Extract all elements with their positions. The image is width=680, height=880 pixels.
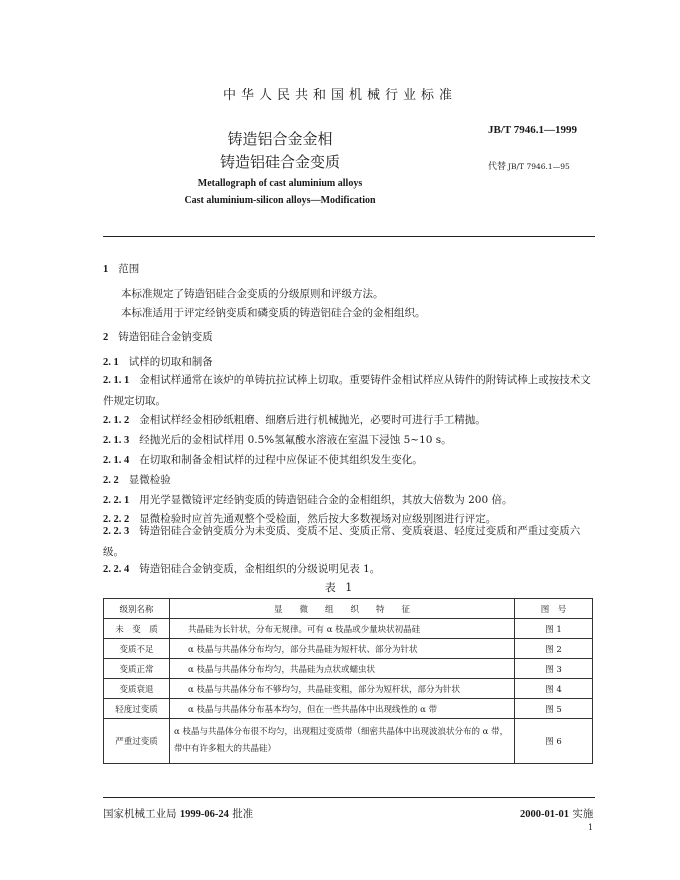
implementation-date: 2000-01-01 (520, 809, 569, 820)
clause-text: 金相试样经金相砂纸粗磨、细磨后进行机械抛光，必要时可进行手工精抛。 (139, 414, 486, 426)
figure-number-cell: 图 1 (515, 619, 593, 639)
figure-number-cell: 图 6 (515, 719, 593, 764)
approval-label: 批准 (232, 808, 254, 820)
figure-number-cell: 图 4 (515, 679, 593, 699)
replaces-note (488, 159, 570, 172)
replaces-label: 代替 (488, 162, 507, 172)
table-row (104, 719, 593, 764)
title-chinese-line-1: 铸造铝合金金相 (227, 130, 333, 148)
page-number: 1 (588, 823, 594, 832)
section-2-1-heading (103, 355, 213, 370)
section-number: 2 (103, 332, 109, 343)
structure-description-cell: α 枝晶与共晶体分布均匀，部分共晶硅为短杆状、部分为针状 (170, 639, 515, 659)
section-number: 2. 1 (103, 357, 119, 368)
header-divider (103, 236, 595, 237)
clause-number: 2. 1. 4 (103, 455, 130, 466)
structure-description-cell: α 枝晶与共晶体分布均匀，共晶硅为点状或蠕虫状 (170, 659, 515, 679)
section-2-2-heading (103, 473, 171, 488)
section-title: 范围 (118, 263, 140, 275)
clause-text: 铸造铝硅合金钠变质分为未变质、变质不足、变质正常、变质衰退、轻度过变质和严重过变质六级。 (103, 525, 581, 558)
section-1-heading (103, 262, 139, 277)
table-row (104, 679, 593, 699)
table-row (104, 699, 593, 719)
figure-number-cell: 图 3 (515, 659, 593, 679)
clause-number: 2. 1. 1 (103, 375, 130, 386)
clause-2-1-3 (103, 433, 452, 448)
table-row (104, 619, 593, 639)
clause-text: 铸造铝硅合金钠变质，金相组织的分级说明见表 1。 (139, 563, 381, 575)
approval-date: 1999-06-24 (179, 809, 229, 820)
grade-name-cell: 严重过变质 (104, 719, 170, 764)
clause-2-1-2 (103, 413, 486, 428)
structure-description-cell: α 枝晶与共晶体分布不够均匀，共晶硅变粗，部分为短杆状，部分为针状 (170, 679, 515, 699)
clause-text: 经抛光后的金相试样用 0.5%氢氟酸水溶液在室温下浸蚀 5~10 s。 (139, 434, 452, 446)
approver: 国家机械工业局 (103, 808, 177, 820)
approval-line (103, 806, 253, 821)
table-row (104, 639, 593, 659)
clause-number: 2. 1. 3 (103, 435, 130, 446)
grade-name-cell: 轻度过变质 (104, 699, 170, 719)
grade-name-cell: 未 变 质 (104, 619, 170, 639)
section-title: 显微检验 (128, 474, 171, 486)
clause-text: 金相试样通常在该炉的单铸抗拉试棒上切取。重要铸件金相试样应从铸件的附铸试棒上或按技术文件规定切取。 (103, 374, 591, 407)
clause-2-2-3 (103, 521, 595, 562)
clause-2-1-1 (103, 370, 595, 411)
clause-number: 2. 2. 3 (103, 526, 130, 537)
clause-text: 用光学显微镜评定经钠变质的铸造铝硅合金的金相组织，其放大倍数为 200 倍。 (139, 494, 513, 506)
title-english-line-1: Metallograph of cast aluminium alloys (197, 178, 363, 189)
clause-number: 2. 1. 2 (103, 415, 130, 426)
table-header-cell: 级别名称 (104, 599, 170, 619)
clause-2-2-1 (103, 493, 512, 508)
grade-name-cell: 变质衰退 (104, 679, 170, 699)
replaced-standard-number: JB/T 7946.1—95 (508, 162, 570, 171)
footer-divider (103, 797, 595, 798)
structure-description-cell: 共晶硅为长针状，分布无规律。可有 α 枝晶或少量块状初晶硅 (170, 619, 515, 639)
structure-description-cell: α 枝晶与共晶体分布基本均匀，但在一些共晶体中出现线性的 α 带 (170, 699, 515, 719)
table-header-cell: 图 号 (515, 599, 593, 619)
figure-number-cell: 图 2 (515, 639, 593, 659)
section-number: 1 (103, 264, 109, 275)
clause-number: 2. 2. 4 (103, 564, 130, 575)
clause-2-1-4 (103, 453, 423, 468)
section-1-paragraph-2: 本标准适用于评定经钠变质和磷变质的铸造铝硅合金的金相组织。 (121, 307, 426, 319)
standard-number: JB/T 7946.1—1999 (488, 124, 578, 136)
classification-table (103, 598, 593, 764)
grade-name-cell: 变质正常 (104, 659, 170, 679)
implementation-label: 实施 (572, 808, 594, 820)
structure-description-cell: α 枝晶与共晶体分布很不均匀，出现粗过变质带（细密共晶体中出现波浪状分布的 α 带，带中有许多粗大的共晶硅） (170, 719, 515, 764)
table-header-cell: 显 微 组 织 特 征 (170, 599, 515, 619)
section-number: 2. 2 (103, 475, 119, 486)
implementation-line (520, 806, 593, 821)
clause-text: 显微检验时应首先通观整个受检面，然后按大多数视场对应级别图进行评定。 (139, 513, 497, 525)
clause-number: 2. 2. 2 (103, 514, 130, 525)
clause-2-2-4 (103, 562, 380, 577)
grade-name-cell: 变质不足 (104, 639, 170, 659)
title-english-line-2: Cast aluminium-silicon alloys—Modification (184, 195, 376, 206)
table-caption: 表 1 (324, 581, 356, 594)
section-1-paragraph-1: 本标准规定了铸造铝硅合金变质的分级原则和评级方法。 (121, 288, 384, 300)
issuing-organization: 中华人民共和国机械行业标准 (222, 88, 457, 103)
title-chinese-line-2: 铸造铝硅合金变质 (219, 153, 340, 171)
section-title: 试样的切取和制备 (128, 356, 213, 368)
clause-number: 2. 2. 1 (103, 495, 130, 506)
section-2-heading (103, 330, 213, 345)
section-title: 铸造铝硅合金钠变质 (118, 331, 213, 343)
clause-text: 在切取和制备金相试样的过程中应保证不使其组织发生变化。 (139, 454, 423, 466)
table-header-row (104, 599, 593, 619)
table-row (104, 659, 593, 679)
figure-number-cell: 图 5 (515, 699, 593, 719)
